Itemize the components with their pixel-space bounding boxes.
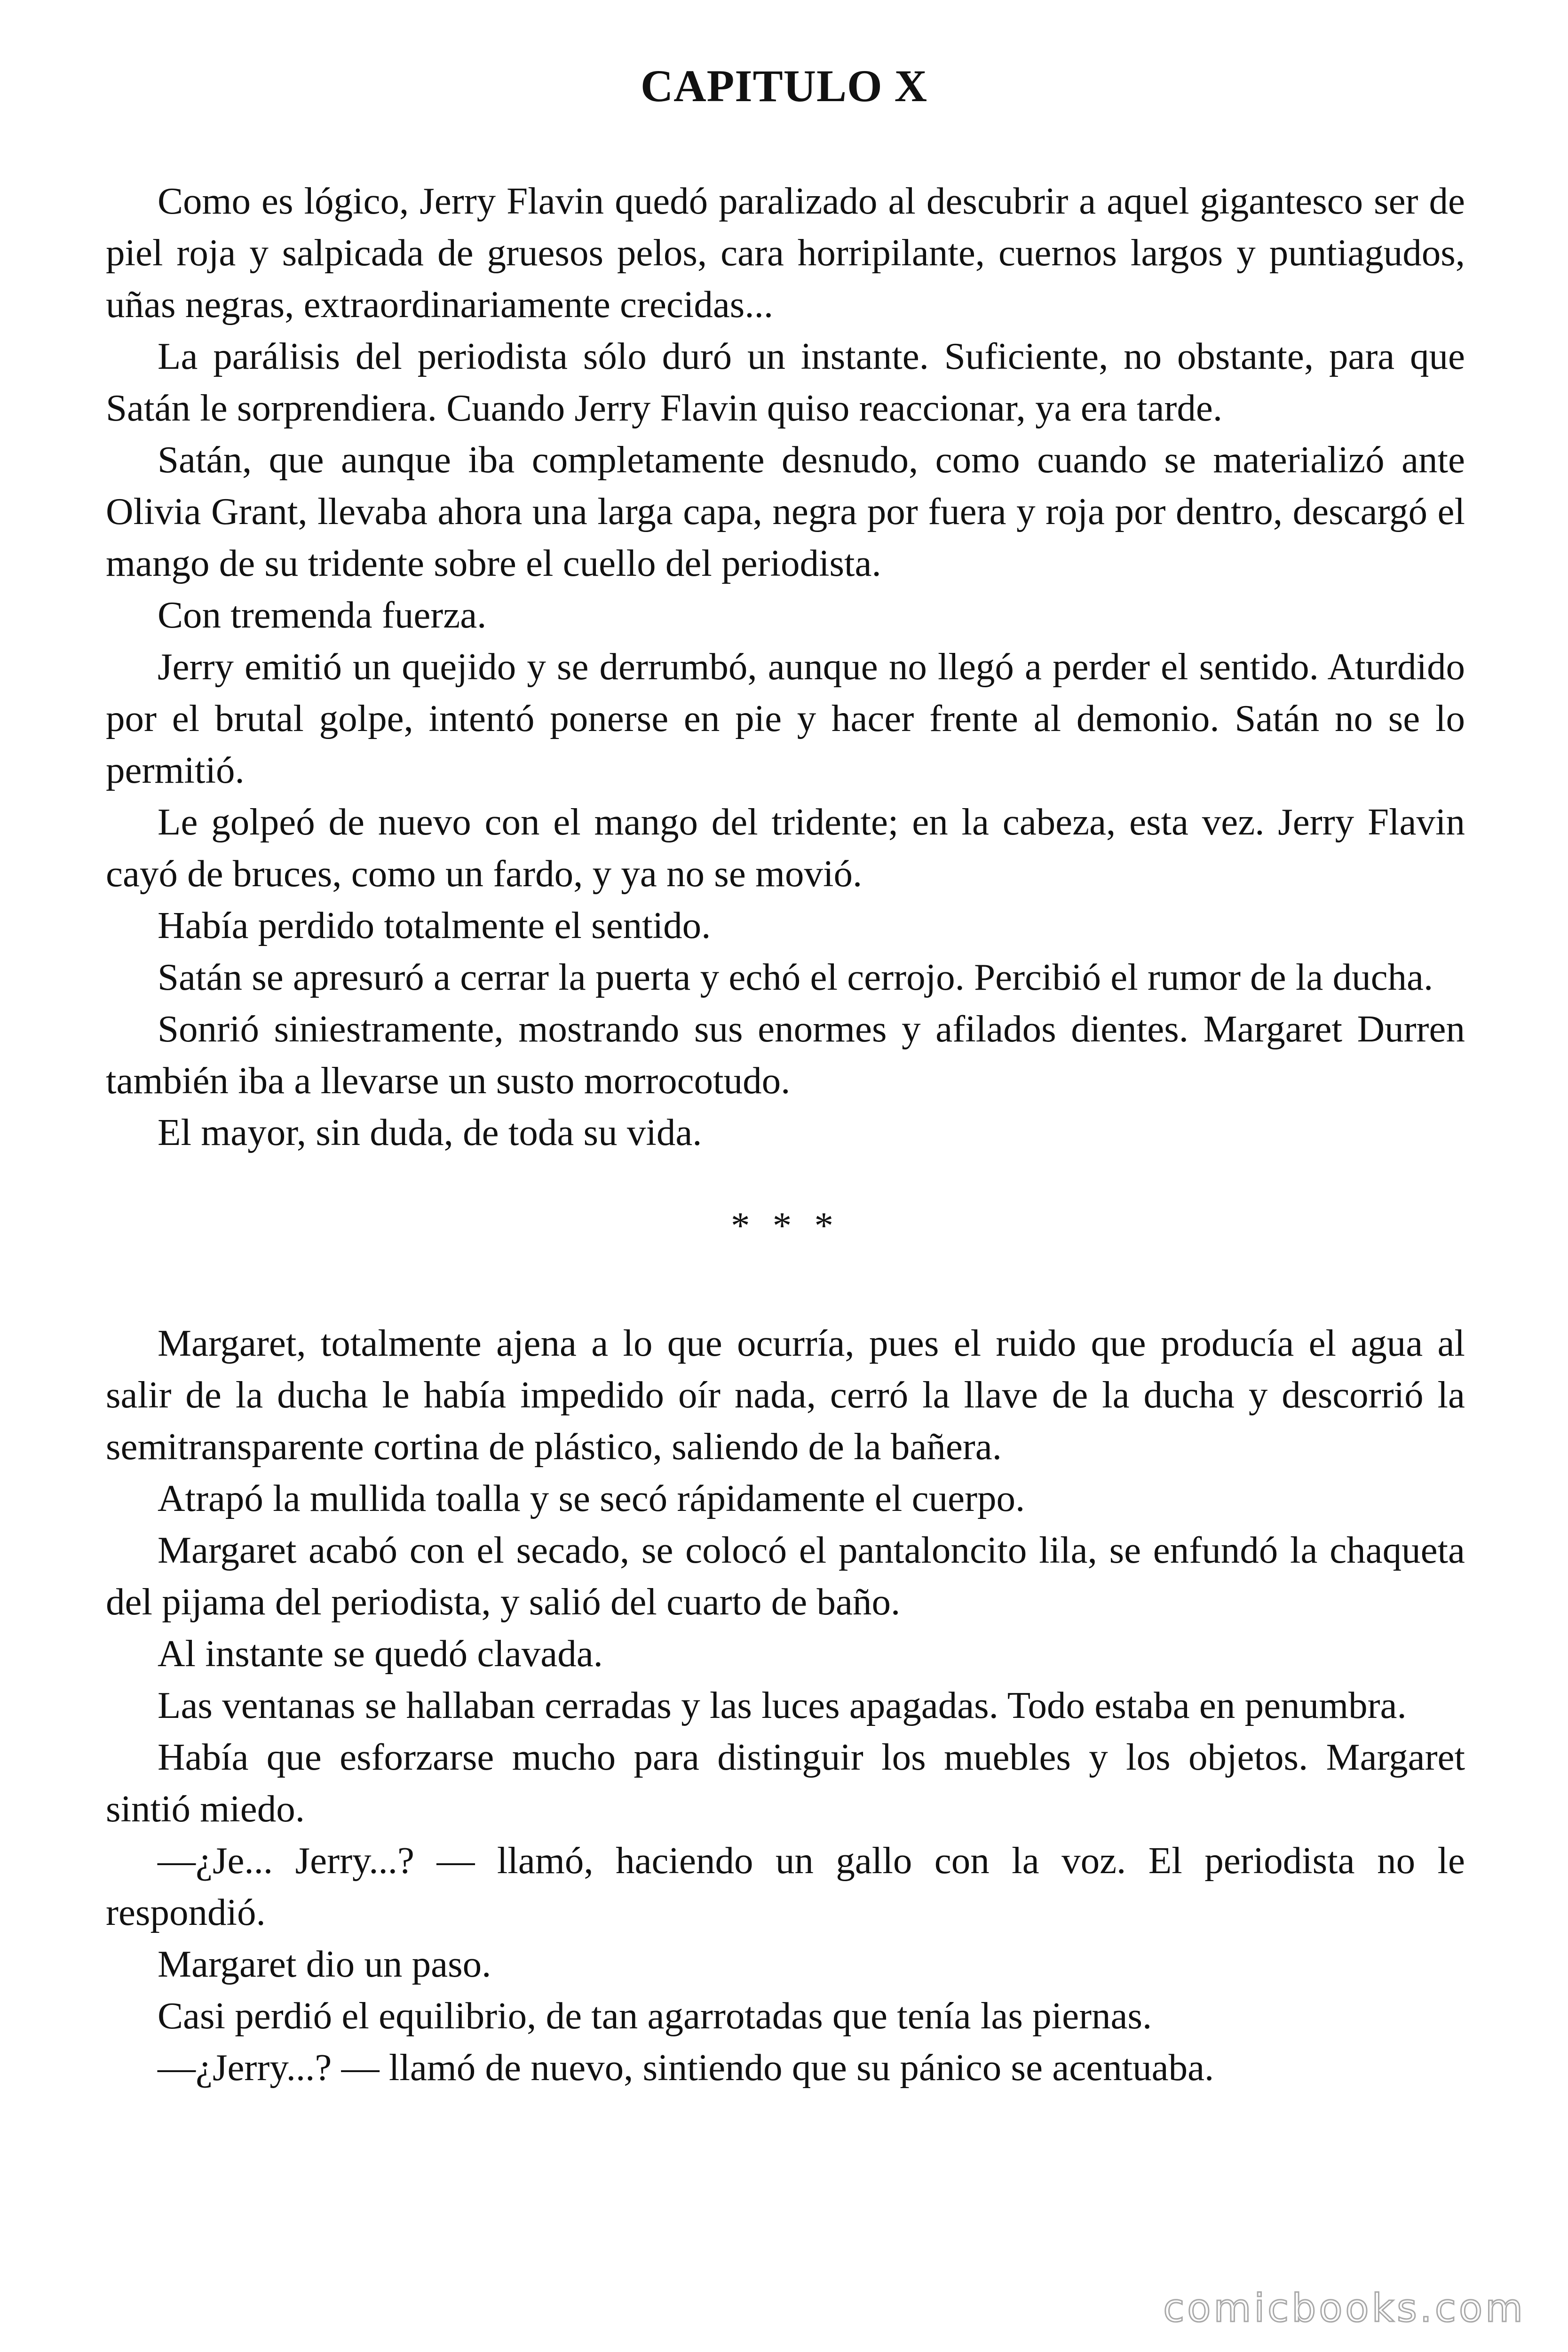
paragraph: Jerry emitió un quejido y se derrumbó, aunque no llegó a perder el sentido. Aturdido por el brutal golpe, intentó ponerse en pie y hacer frente al demonio. Satán no se lo permitió. xyxy=(106,645,1465,791)
paragraph: Sonrió siniestramente, mostrando sus enormes y afilados dientes. Margaret Durren también iba a llevarse un susto morrocotudo. xyxy=(106,1008,1465,1102)
paragraph: Casi perdió el equilibrio, de tan agarrotadas que tenía las piernas. xyxy=(158,1994,1152,2037)
section-after-break xyxy=(106,1317,1465,2093)
paragraph: Satán, que aunque iba completamente desnudo, como cuando se materializó ante Olivia Grant, llevaba ahora una larga capa, negra por fuera y roja por dentro, descargó el mango de su tridente sobre el cuello del periodista. xyxy=(106,438,1465,584)
paragraph: Margaret acabó con el secado, se colocó el pantaloncito lila, se enfundó la chaqueta del pijama del periodista, y salió del cuarto de baño. xyxy=(106,1529,1465,1623)
paragraph: Como es lógico, Jerry Flavin quedó paralizado al descubrir a aquel gigantesco ser de piel roja y salpicada de gruesos pelos, cara horripilante, cuernos largos y puntiagudos, uñas negras, extraordinariamente crecidas... xyxy=(106,180,1465,326)
paragraph: Atrapó la mullida toalla y se secó rápidamente el cuerpo. xyxy=(158,1477,1025,1519)
paragraph: Margaret dio un paso. xyxy=(158,1943,491,1985)
paragraph: Había que esforzarse mucho para distinguir los muebles y los objetos. Margaret sintió miedo. xyxy=(106,1736,1465,1830)
paragraph: Las ventanas se hallaban cerradas y las luces apagadas. Todo estaba en penumbra. xyxy=(158,1684,1407,1726)
chapter-title: CAPITULO X xyxy=(640,61,928,111)
paragraph: —¿Je... Jerry...? — llamó, haciendo un gallo con la voz. El periodista no le respondió. xyxy=(106,1839,1465,1933)
section-before-break xyxy=(106,175,1465,1158)
paragraph: —¿Jerry...? — llamó de nuevo, sintiendo que su pánico se acentuaba. xyxy=(158,2046,1214,2089)
watermark: comicbooks.com xyxy=(1163,2286,1526,2331)
chapter-body xyxy=(106,175,1465,2093)
paragraph: Había perdido totalmente el sentido. xyxy=(158,904,711,946)
paragraph: Con tremenda fuerza. xyxy=(158,594,487,636)
scene-break: * * * xyxy=(731,1204,840,1247)
paragraph: Margaret, totalmente ajena a lo que ocurría, pues el ruido que producía el agua al salir de la ducha le había impedido oír nada, cerró la llave de la ducha y descorrió la semitransparente cortina de plástico, saliendo de la bañera. xyxy=(106,1322,1465,1468)
paragraph: Satán se apresuró a cerrar la puerta y echó el cerrojo. Percibió el rumor de la ducha. xyxy=(158,956,1433,998)
paragraph: Al instante se quedó clavada. xyxy=(158,1632,603,1675)
paragraph: El mayor, sin duda, de toda su vida. xyxy=(158,1111,702,1153)
paragraph: La parálisis del periodista sólo duró un instante. Suficiente, no obstante, para que Satán le sorprendiera. Cuando Jerry Flavin quiso reaccionar, ya era tarde. xyxy=(106,335,1465,429)
paragraph: Le golpeó de nuevo con el mango del tridente; en la cabeza, esta vez. Jerry Flavin cayó de bruces, como un fardo, y ya no se movió. xyxy=(106,801,1465,895)
